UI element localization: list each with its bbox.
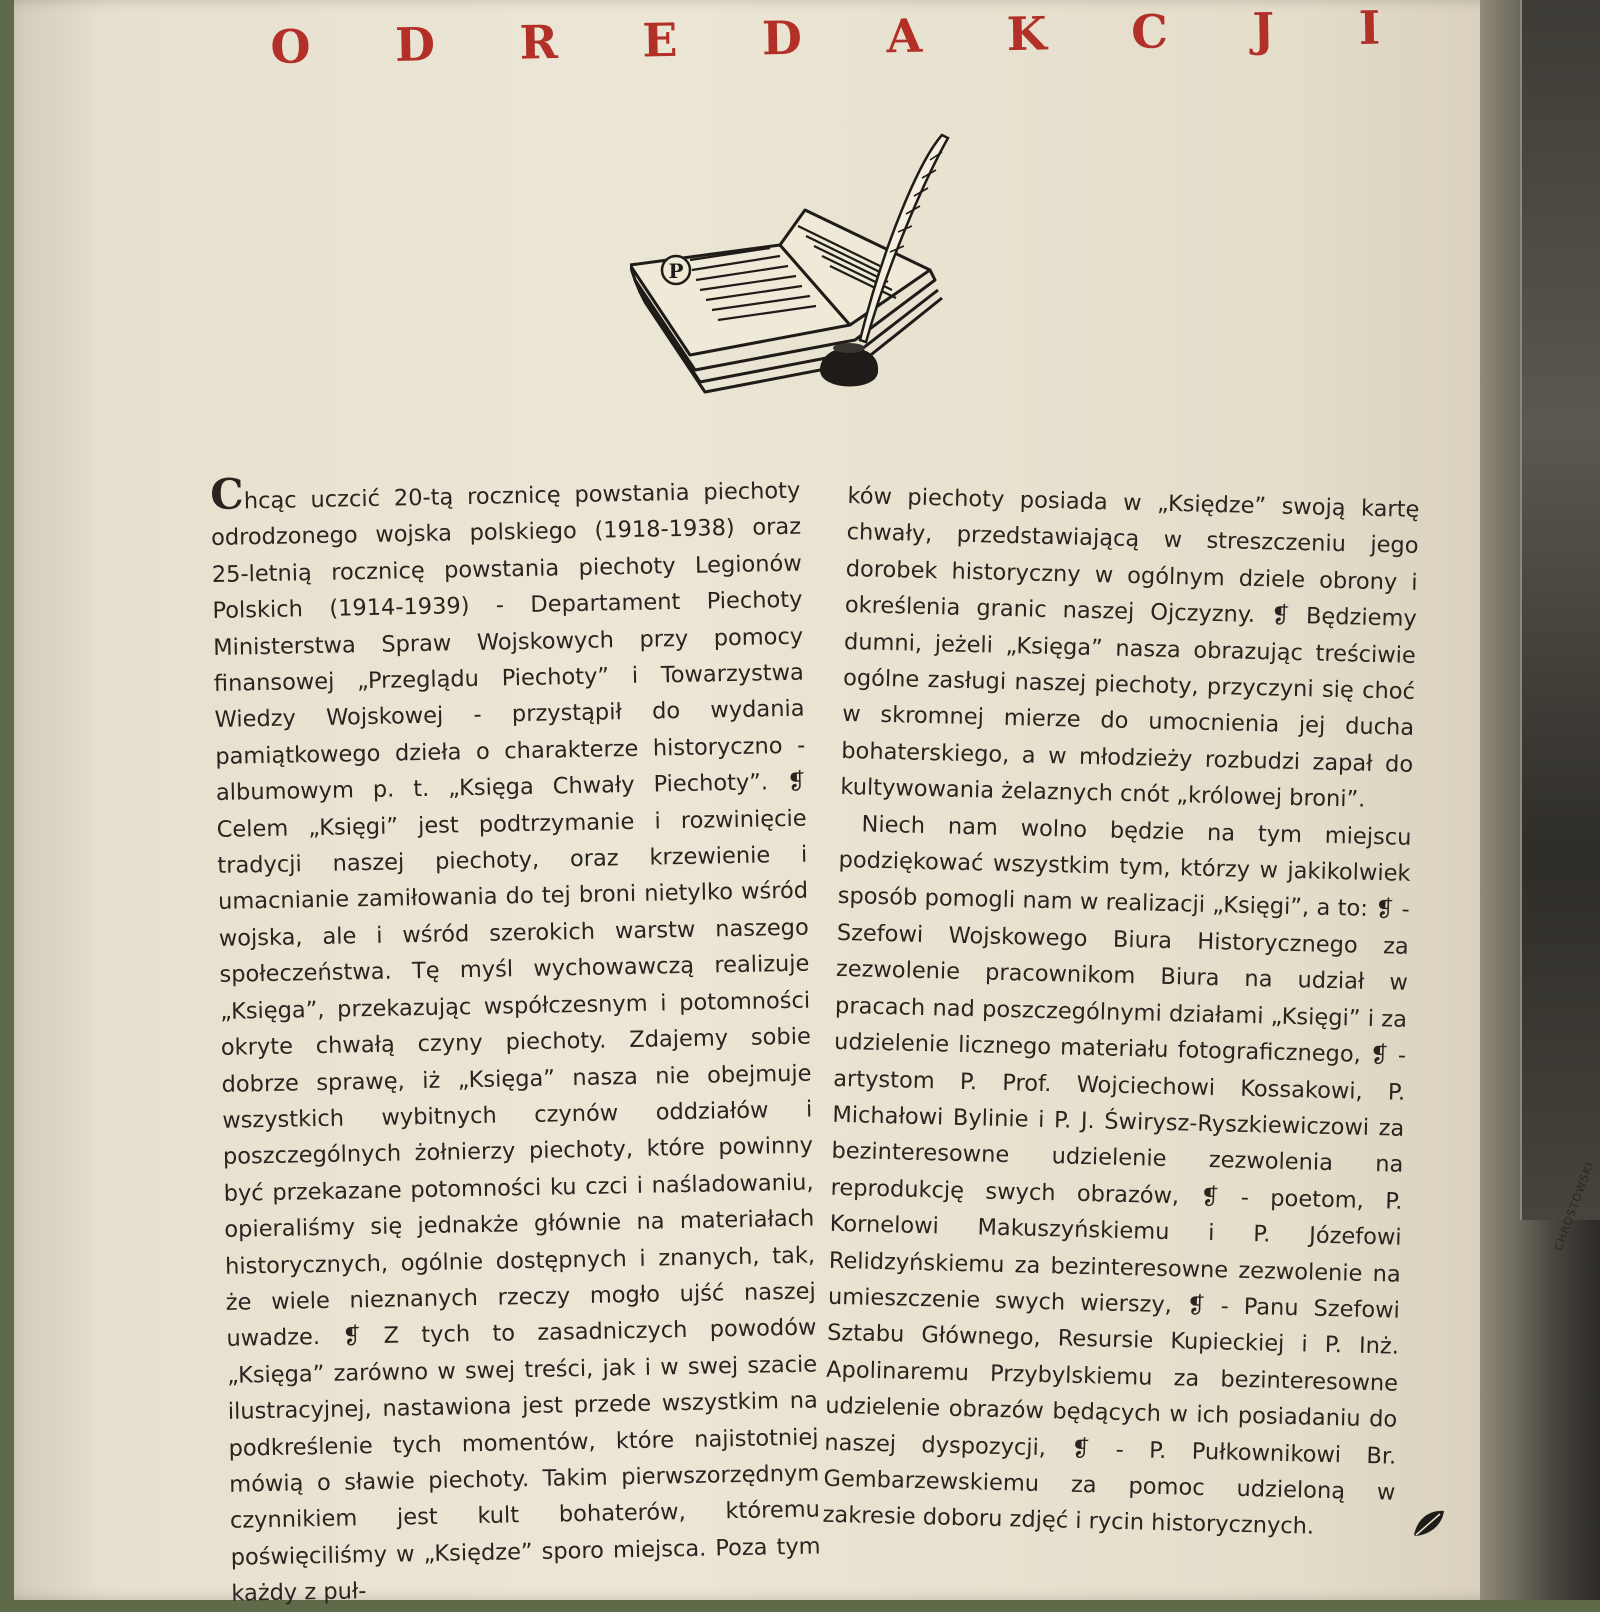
heading-letter: E [641, 12, 678, 68]
heading-letter: A [885, 8, 923, 64]
paragraph: ków piechoty posiada w „Księdze” swoją kartę chwały, przedstawiającą w streszczeniu jego dorobek historyczny w ogólnym dziele obrony i określenia granic naszej Ojczyzny. ❡ Będziemy dumni, jeżeli „Księga” nasza obrazując treściwie ogólne zasługi naszej piechoty, przyczyni się choć w skromnej mierze do umocnienia jej ducha bohaterskiego, a w młodzieży rozbudzi zapał do kultywowania żelaznych cnót „królowej broni”. [840, 482, 1420, 813]
emblem-letter: P [668, 259, 684, 283]
heading-letter: K [1006, 6, 1048, 62]
heading-letter: J [1251, 2, 1275, 57]
artist-signature: CHROSTOWSKI [1552, 1159, 1597, 1253]
paragraph: hcąc uczcić 20-tą rocznicę powstania piechoty odrodzonego wojska polskiego (1918-1938) oraz 25-letnią rocznicę powstania piechoty Legionów Polskich (1914-1939) - Departament Piechoty Ministerstwa Spraw Wojskowych przy pomocy finansowej „Przeglądu Piechoty” i Towarzystwa Wiedzy Wojskowej - przystąpił do wydania pamiątkowego dzieła o charakterze historyczno - albumowym p. t. „Księga Chwały Piechoty”. ❡ Celem „Księgi” jest podtrzymanie i rozwinięcie tradycji naszej piechoty, oraz krzewienie i umacnianie zamiłowania do tej broni nietylko wśród wojska, ale i wśród szerokich warstw naszego społeczeństwa. Tę myśl wychowawczą realizuje „Księga”, przekazując współczesnym i potomności okryte chwałą czyny piechoty. Zdajemy sobie dobrze sprawę, iż „Księga” nasza nie obejmuje wszystkich wybitnych czynów oddziałów i poszczególnych żołnierzy piechoty, które powinny być przekazane potomności ku czci i naśladowaniu, opieraliśmy się jednakże głównie na materiałach historycznych, ogólnie dostępnych i znanych, tak, że wiele nieznanych rzeczy mogło ujść naszej uwadze. ❡ Z tych to zasadniczych powodów „Księga” zarówno w swej treści, jak i w swej szacie ilustracyjnej, nastawiona jest przede wszystkim na podkreślenie tych momentów, które najistotniej mówią o sławie piechoty. Takim pierwszorzędnym czynnikiem jest kult bohaterów, któremu poświęciliśmy w „Księdze” sporo miejsca. Poza tym każdy z puł- [210, 477, 821, 1607]
editorial-column-left [210, 469, 822, 1612]
heading-letter: R [519, 14, 559, 70]
heading-letter: O [270, 19, 312, 74]
leaf-ornament-icon [1412, 1508, 1446, 1538]
open-book-quill-icon [630, 130, 960, 410]
portrait-edge-image [1520, 0, 1600, 1220]
editorial-column-right [822, 478, 1420, 1547]
inkwell-icon [820, 348, 878, 387]
quill-icon [860, 135, 948, 342]
heading-letter: C [1130, 4, 1169, 59]
heading-letter: D [761, 10, 803, 66]
paragraph: Niech nam wolno będzie na tym miejscu podziękować wszystkim tym, którzy w jakikolwiek sposób pomogli nam w realizacji „Księgi”, a to: ❡ - Szefowi Wojskowego Biura Historycznego za zezwolenie pracownikom Biura na udział w pracach nad poszczególnymi działami „Księgi” i za udzielenie licznego materiału fotograficznego, ❡ - artystom P. Prof. Wojciechowi Kossakowi, P. Michałowi Bylinie i P. J. Świrysz-Ryszkiewiczowi za bezinteresowne udzielenie zezwolenia na reprodukcję swych obrazów, ❡ - poetom, P. Kornelowi Makuszyńskiemu i P. Józefowi Relidzyńskiemu za bezinteresowne zezwolenie na umieszczenie swych wierszy, ❡ - Panu Szefowi Sztabu Głównego, Resursie Kupieckiej i P. Inż. Apolinaremu Przybylskiemu za bezinteresowne udzielenie obrazów będących w ich posiadaniu do naszej dyspozycji, ❡ - P. Pułkownikowi Br. Gembarzewskiemu za pomoc udzieloną w zakresie doboru zdjęć i rycin historycznych. [822, 811, 1412, 1541]
drop-cap: C [209, 469, 245, 519]
heading-letter: I [1358, 0, 1381, 55]
facing-page [1480, 0, 1600, 1600]
heading-letter: D [394, 17, 436, 72]
